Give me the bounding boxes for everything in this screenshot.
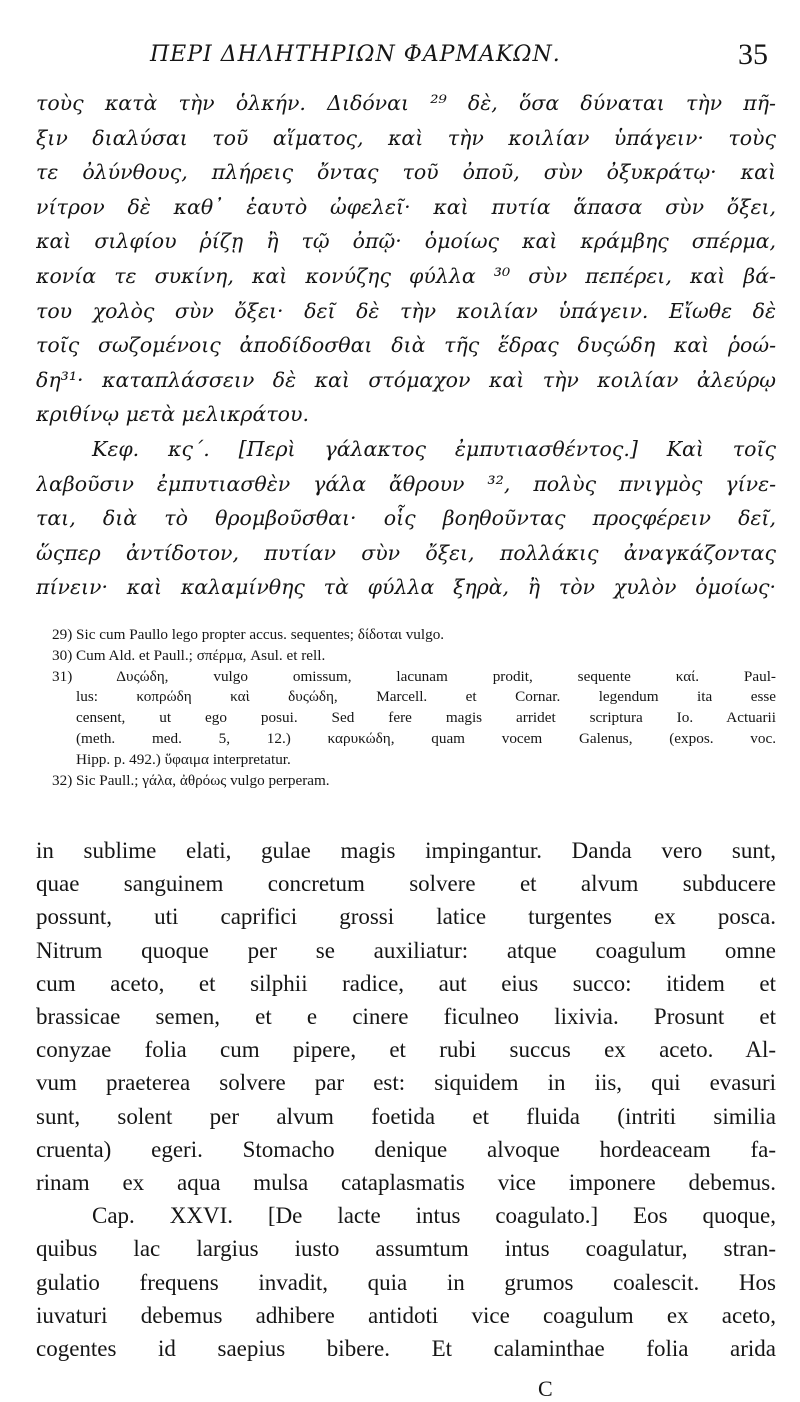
greek-line: κονία τε συκίνη, καὶ κονύζης φύλλα ³⁰ σὺν πεπέρει, καὶ βά- bbox=[36, 263, 776, 288]
greek-line: κριθίνῳ μετὰ μελικράτου. bbox=[36, 402, 309, 427]
running-title: ΠΕΡΙ ΔΗΛΗΤΗΡΙΩΝ ΦΑΡΜΑΚΩΝ. bbox=[150, 42, 561, 67]
latin-chapter-heading-line: Cap. XXVI. [De lacte intus coagulato.] Eos quoque, bbox=[92, 1203, 776, 1229]
latin-line: gulatio frequens invadit, quia in grumos coalescit. Hos bbox=[36, 1269, 776, 1295]
footnote-31-continued: (meth. med. 5, 12.) καρυκώδη, quam vocem Galenus, (expos. voc. bbox=[76, 729, 776, 747]
latin-line: Nitrum quoque per se auxiliatur: atque coagulum omne bbox=[36, 937, 776, 963]
footnote-29: 29) Sic cum Paullo lego propter accus. sequentes; δίδοται vulgo. bbox=[52, 626, 445, 643]
footnote-31: 31) Δυςώδη, vulgo omissum, lacunam prodit, sequente καί. Paul- bbox=[52, 667, 776, 685]
greek-line: τε ὀλύνθους, πλήρεις ὄντας τοῦ ὀποῦ, σὺν ὀξυκράτῳ· καὶ bbox=[36, 160, 776, 185]
greek-line: δη³¹· καταπλάσσειν δὲ καὶ στόμαχον καὶ τὴν κοιλίαν ἀλεύρῳ bbox=[36, 367, 776, 392]
greek-line: πίνειν· καὶ καλαμίνθης τὰ φύλλα ξηρὰ, ἢ τὸν χυλὸν ὁμοίως· bbox=[36, 575, 776, 600]
footnote-32: 32) Sic Paull.; γάλα, ἀθρόως vulgo perperam. bbox=[52, 771, 330, 789]
latin-line: rinam ex aqua mulsa cataplasmatis vice imponere debemus. bbox=[36, 1170, 776, 1196]
latin-line: quae sanguinem concretum solvere et alvum subducere bbox=[36, 871, 776, 897]
latin-line: conyzae folia cum pipere, et rubi succus ex aceto. Al- bbox=[36, 1037, 776, 1063]
latin-line: possunt, uti caprifici grossi latice turgentes ex posca. bbox=[36, 904, 776, 930]
greek-line: ξιν διαλύσαι τοῦ αἵματος, καὶ τὴν κοιλίαν ὑπάγειν· τοὺς bbox=[36, 125, 776, 150]
greek-line: καὶ σιλφίου ῥίζῃ ἢ τῷ ὀπῷ· ὁμοίως καὶ κράμβης σπέρμα, bbox=[36, 229, 776, 254]
footnote-31-continued: censent, ut ego posui. Sed fere magis arridet scriptura Io. Actuarii bbox=[76, 709, 776, 727]
latin-line: sunt, solent per alvum foetida et fluida (intriti similia bbox=[36, 1103, 776, 1129]
latin-text-block bbox=[36, 834, 776, 1365]
latin-line: vum praeterea solvere par est: siquidem in iis, qui evasuri bbox=[36, 1070, 776, 1096]
greek-line: λαβοῦσιν ἐμπυτιασθὲν γάλα ἄθρουν ³², πολὺς πνιγμὸς γίνε- bbox=[36, 471, 776, 496]
greek-line: τοῖς σωζομένοις ἀποδίδοσθαι διὰ τῆς ἕδρας δυςώδη καὶ ῥοώ- bbox=[36, 333, 776, 358]
greek-line: ται, διὰ τὸ θρομβοῦσθαι· οἷς βοηθοῦντας προςφέρειν δεῖ, bbox=[36, 506, 776, 531]
latin-line: brassicae semen, et e cinere ficulneo lixivia. Prosunt et bbox=[36, 1004, 776, 1030]
greek-line: νίτρον δὲ καθ᾿ ἑαυτὸ ὠφελεῖ· καὶ πυτία ἅπασα σὺν ὄξει, bbox=[36, 194, 776, 219]
greek-text-block bbox=[36, 86, 776, 605]
greek-line: του χολὸς σὺν ὄξει· δεῖ δὲ τὴν κοιλίαν ὑπάγειν. Εἴωθε δὲ bbox=[36, 298, 776, 323]
page-number: 35 bbox=[738, 38, 768, 71]
latin-line: iuvaturi debemus adhibere antidoti vice coagulum ex aceto, bbox=[36, 1302, 776, 1328]
greek-chapter-heading-line: Κεφ. κς΄. [Περὶ γάλακτος ἐμπυτιασθέντος.] Καὶ τοῖς bbox=[92, 436, 776, 461]
footnote-31-continued: lus: κοπρώδη καὶ δυςώδη, Marcell. et Cornar. legendum ita esse bbox=[76, 688, 776, 706]
running-head bbox=[0, 38, 800, 78]
latin-line: quibus lac largius iusto assumtum intus coagulatur, stran- bbox=[36, 1236, 776, 1262]
latin-line: in sublime elati, gulae magis impingantur. Danda vero sunt, bbox=[36, 838, 776, 863]
latin-line: cruenta) egeri. Stomacho denique alvoque hordeaceam fa- bbox=[36, 1136, 776, 1162]
latin-line: cum aceto, et silphii radice, aut eius succo: itidem et bbox=[36, 970, 776, 996]
cut-off-fragment: C bbox=[538, 1376, 553, 1401]
footnote-31-continued: Hipp. p. 492.) ὕφαιμα interpretatur. bbox=[76, 750, 291, 768]
footnotes bbox=[52, 625, 776, 791]
greek-line: ὥςπερ ἀντίδοτον, πυτίαν σὺν ὄξει, πολλάκις ἀναγκάζοντας bbox=[36, 540, 776, 565]
greek-line: τοὺς κατὰ τὴν ὁλκήν. Διδόναι ²⁹ δὲ, ὅσα δύναται τὴν πῆ- bbox=[36, 91, 776, 115]
footnote-30: 30) Cum Ald. et Paull.; σπέρμα, Asul. et rell. bbox=[52, 646, 326, 664]
latin-line: cogentes id saepius bibere. Et calaminthae folia arida bbox=[36, 1336, 776, 1362]
